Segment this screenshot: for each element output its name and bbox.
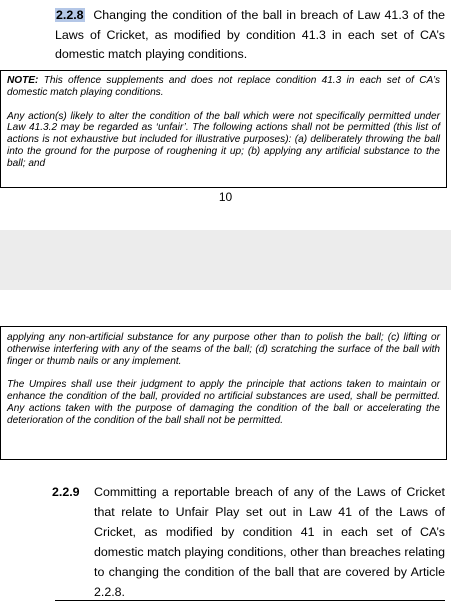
note-box bbox=[0, 70, 447, 188]
clause-2-2-9 bbox=[52, 482, 445, 602]
clause-number: 2.2.9 bbox=[52, 485, 80, 499]
page-gap bbox=[0, 230, 451, 290]
clause-text: Changing the condition of the ball in breach of Law 41.3 of the Laws of Cricket, as modified by condition 41.3 in each set of CA’s domestic match playing conditions. bbox=[55, 8, 445, 61]
document-page-1 bbox=[0, 0, 451, 230]
clause-number[interactable]: 2.2.8 bbox=[56, 8, 84, 22]
note-paragraph-2: Any action(s) likely to alter the condition of the ball which were not specifically permitted under Law 41.3.2 may be regarded as ‘unfair’. The following actions shall not be permitted (this list of actions is not exhaustive but included for illustrative purposes): (a) deliberately throwing the ball into the ground for the purpose of roughening it up; (b) applying any artificial substance to the ball; and bbox=[7, 110, 440, 169]
note-continued-paragraph-2: The Umpires shall use their judgment to apply the principle that actions taken to maintain or enhance the condition of the ball, provided no artificial substances are used, shall be permitted. Any actions taken with the purpose of damaging the condition of the ball or accelerating the deterioration of the condition of the ball shall not be permitted. bbox=[7, 379, 440, 426]
divider bbox=[55, 600, 445, 601]
note-continued-paragraph-1: applying any non-artificial substance for any purpose other than to polish the ball; (c) lifting or otherwise interfering with any of the seams of the ball; (d) scratching the surface of the ball with finger or thumb nails or any implement. bbox=[7, 332, 440, 367]
clause-text: Committing a reportable breach of any of the Laws of Cricket that relate to Unfair Play set out in Law 41 of the Laws of Cricket, as modified by condition 41 in each set of CA’s domestic match playing conditions, other than breaches relating to changing the condition of the ball that are covered by Article 2.2.8. bbox=[94, 485, 445, 599]
clause-2-2-8 bbox=[55, 6, 445, 65]
note-box-continued bbox=[0, 326, 447, 460]
page-number: 10 bbox=[218, 190, 233, 204]
document-page-2 bbox=[0, 290, 451, 605]
note-paragraph-1: NOTE: This offence supplements and does not replace condition 41.3 in each set of CA’s domestic match playing conditions. bbox=[7, 75, 440, 98]
note-label: NOTE: bbox=[7, 75, 39, 86]
